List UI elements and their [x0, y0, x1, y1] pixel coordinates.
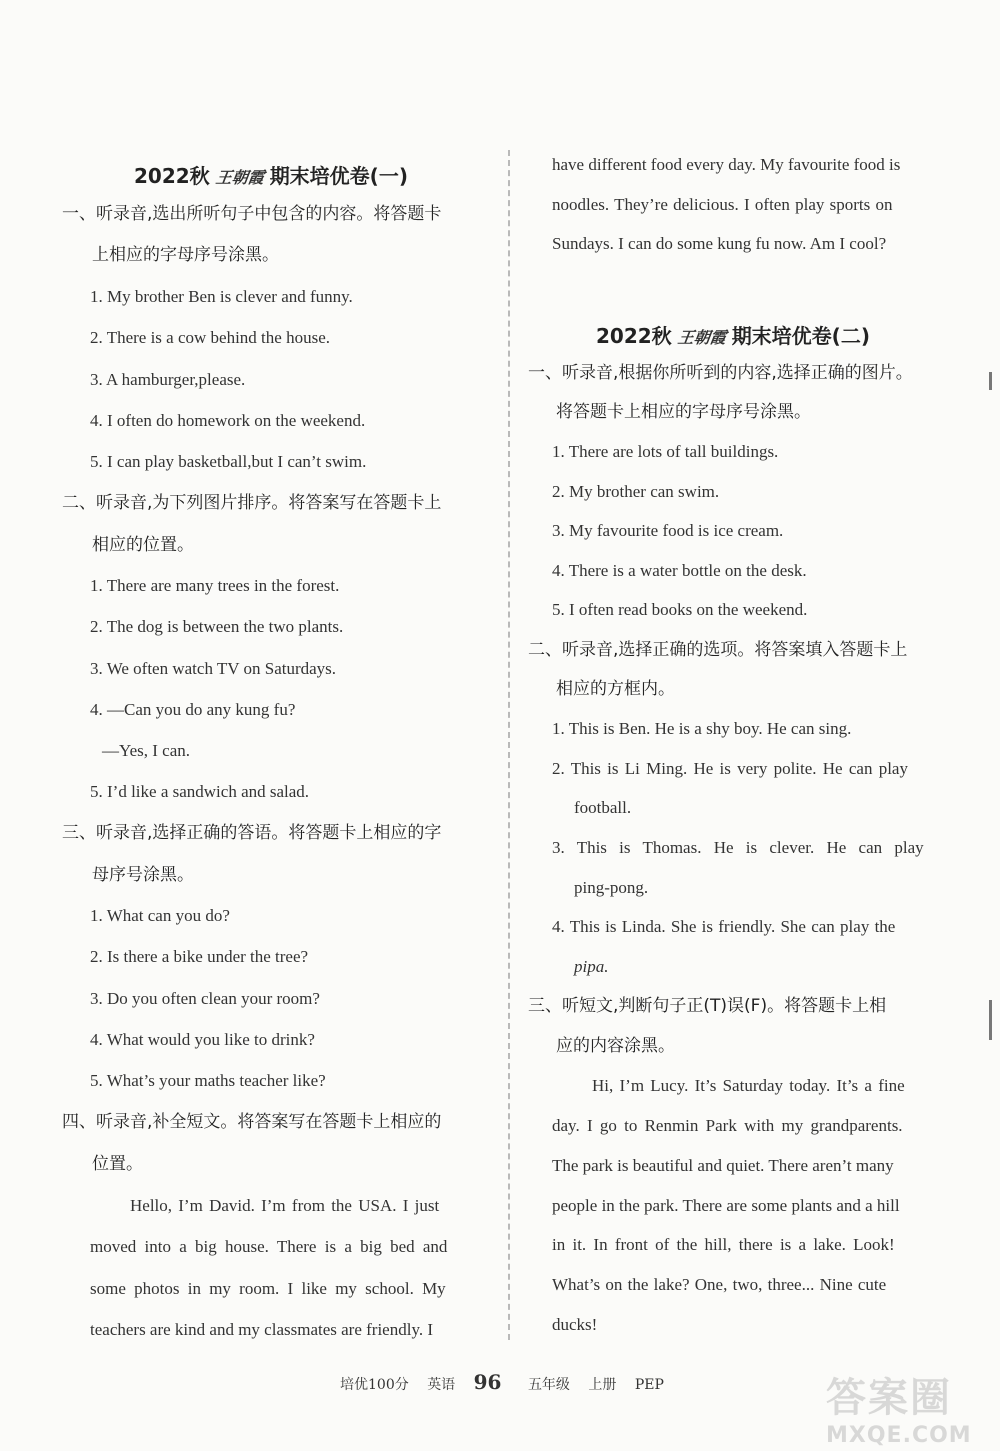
- question-item: 1. My brother Ben is clever and funny.: [90, 287, 353, 306]
- passage-line: in it. In front of the hill, there is a lake. Look!: [552, 1235, 895, 1254]
- question-item: 4. There is a water bottle on the desk.: [552, 561, 807, 580]
- section-heading: 三、听录音,选择正确的答语。将答题卡上相应的字: [62, 823, 442, 843]
- question-item: 3. Do you often clean your room?: [90, 989, 320, 1008]
- section-heading: 相应的方框内。: [556, 679, 675, 699]
- section-heading: 四、听录音,补全短文。将答案写在答题卡上相应的: [62, 1112, 442, 1132]
- question-item: 4. This is Linda. She is friendly. She can play the: [552, 917, 896, 936]
- question-item: 2. My brother can swim.: [552, 482, 720, 501]
- column-divider: [508, 150, 510, 1340]
- question-item: —Yes, I can.: [102, 741, 190, 760]
- question-item: 2. There is a cow behind the house.: [90, 328, 330, 347]
- question-item: 2. This is Li Ming. He is very polite. He can play: [552, 759, 908, 778]
- question-item: ping-pong.: [574, 878, 649, 897]
- binding-mark: [989, 372, 992, 390]
- passage-line: The park is beautiful and quiet. There aren’t many: [552, 1156, 894, 1175]
- question-item: 4. What would you like to drink?: [90, 1030, 315, 1049]
- brand-logo: 王朝霞: [676, 328, 727, 347]
- page-footer: [340, 1370, 678, 1394]
- question-item: 4. I often do homework on the weekend.: [90, 411, 366, 430]
- passage-line: people in the park. There are some plants and a hill: [552, 1196, 900, 1215]
- passage-line: Sundays. I can do some kung fu now. Am I cool?: [552, 234, 887, 253]
- question-item: 5. What’s your maths teacher like?: [90, 1071, 326, 1090]
- term: 上册: [588, 1377, 617, 1393]
- brand-logo: 王朝霞: [214, 168, 265, 187]
- question-item: 5. I’d like a sandwich and salad.: [90, 782, 310, 801]
- question-item: 4. —Can you do any kung fu?: [90, 700, 296, 719]
- section-heading: 位置。: [92, 1154, 143, 1174]
- question-item: 2. Is there a bike under the tree?: [90, 947, 309, 966]
- question-item: 3. This is Thomas. He is clever. He can play: [552, 838, 924, 857]
- section-heading: 母序号涂黑。: [92, 865, 194, 885]
- passage-line: some photos in my room. I like my school. My: [90, 1279, 446, 1298]
- exam-title: 2022秋 王朝霞 期末培优卷(二): [596, 324, 870, 348]
- section-heading: 一、听录音,根据你所听到的内容,选择正确的图片。: [528, 363, 913, 383]
- binding-mark: [989, 1000, 992, 1040]
- question-item: 1. This is Ben. He is a shy boy. He can sing.: [552, 719, 852, 738]
- question-item: 3. We often watch TV on Saturdays.: [90, 659, 337, 678]
- passage-line: ducks!: [552, 1315, 598, 1334]
- question-item: 3. A hamburger,please.: [90, 370, 246, 389]
- grade: 五年级: [527, 1377, 570, 1393]
- section-heading: 上相应的字母序号涂黑。: [92, 245, 279, 265]
- question-item: 3. My favourite food is ice cream.: [552, 521, 784, 540]
- section-heading: 三、听短文,判断句子正(T)误(F)。将答题卡上相: [528, 996, 887, 1016]
- page-number: 96: [473, 1370, 502, 1394]
- question-item: 5. I often read books on the weekend.: [552, 600, 808, 619]
- section-heading: 将答题卡上相应的字母序号涂黑。: [556, 402, 811, 422]
- watermark-logo: 答案圈 MXQE.COM: [826, 1375, 972, 1448]
- section-heading: 应的内容涂黑。: [556, 1036, 675, 1056]
- edition: PEP: [634, 1377, 664, 1393]
- question-item: 2. The dog is between the two plants.: [90, 617, 344, 636]
- passage-line: teachers are kind and my classmates are friendly. I: [90, 1320, 433, 1339]
- passage-line: noodles. They’re delicious. I often play sports on: [552, 195, 893, 214]
- question-item: 1. There are lots of tall buildings.: [552, 442, 779, 461]
- section-heading: 二、听录音,为下列图片排序。将答案写在答题卡上: [62, 493, 442, 513]
- question-item: 5. I can play basketball,but I can’t swim.: [90, 452, 367, 471]
- exam-title: 2022秋 王朝霞 期末培优卷(一): [134, 164, 408, 188]
- passage-line: What’s on the lake? One, two, three... Nine cute: [552, 1275, 887, 1294]
- book-series: 培优100分: [340, 1377, 409, 1393]
- passage-line: have different food every day. My favourite food is: [552, 155, 901, 174]
- passage-line: Hello, I’m David. I’m from the USA. I just: [130, 1196, 440, 1215]
- question-item: pipa.: [574, 957, 609, 976]
- passage-line: Hi, I’m Lucy. It’s Saturday today. It’s a fine: [592, 1076, 905, 1095]
- section-heading: 相应的位置。: [92, 535, 194, 555]
- question-item: football.: [574, 798, 632, 817]
- question-item: 1. There are many trees in the forest.: [90, 576, 340, 595]
- passage-line: day. I go to Renmin Park with my grandparents.: [552, 1116, 903, 1135]
- subject: 英语: [427, 1377, 456, 1393]
- section-heading: 二、听录音,选择正确的选项。将答案填入答题卡上: [528, 640, 908, 660]
- question-item: 1. What can you do?: [90, 906, 230, 925]
- section-heading: 一、听录音,选出所听句子中包含的内容。将答题卡: [62, 204, 442, 224]
- passage-line: moved into a big house. There is a big bed and: [90, 1237, 448, 1256]
